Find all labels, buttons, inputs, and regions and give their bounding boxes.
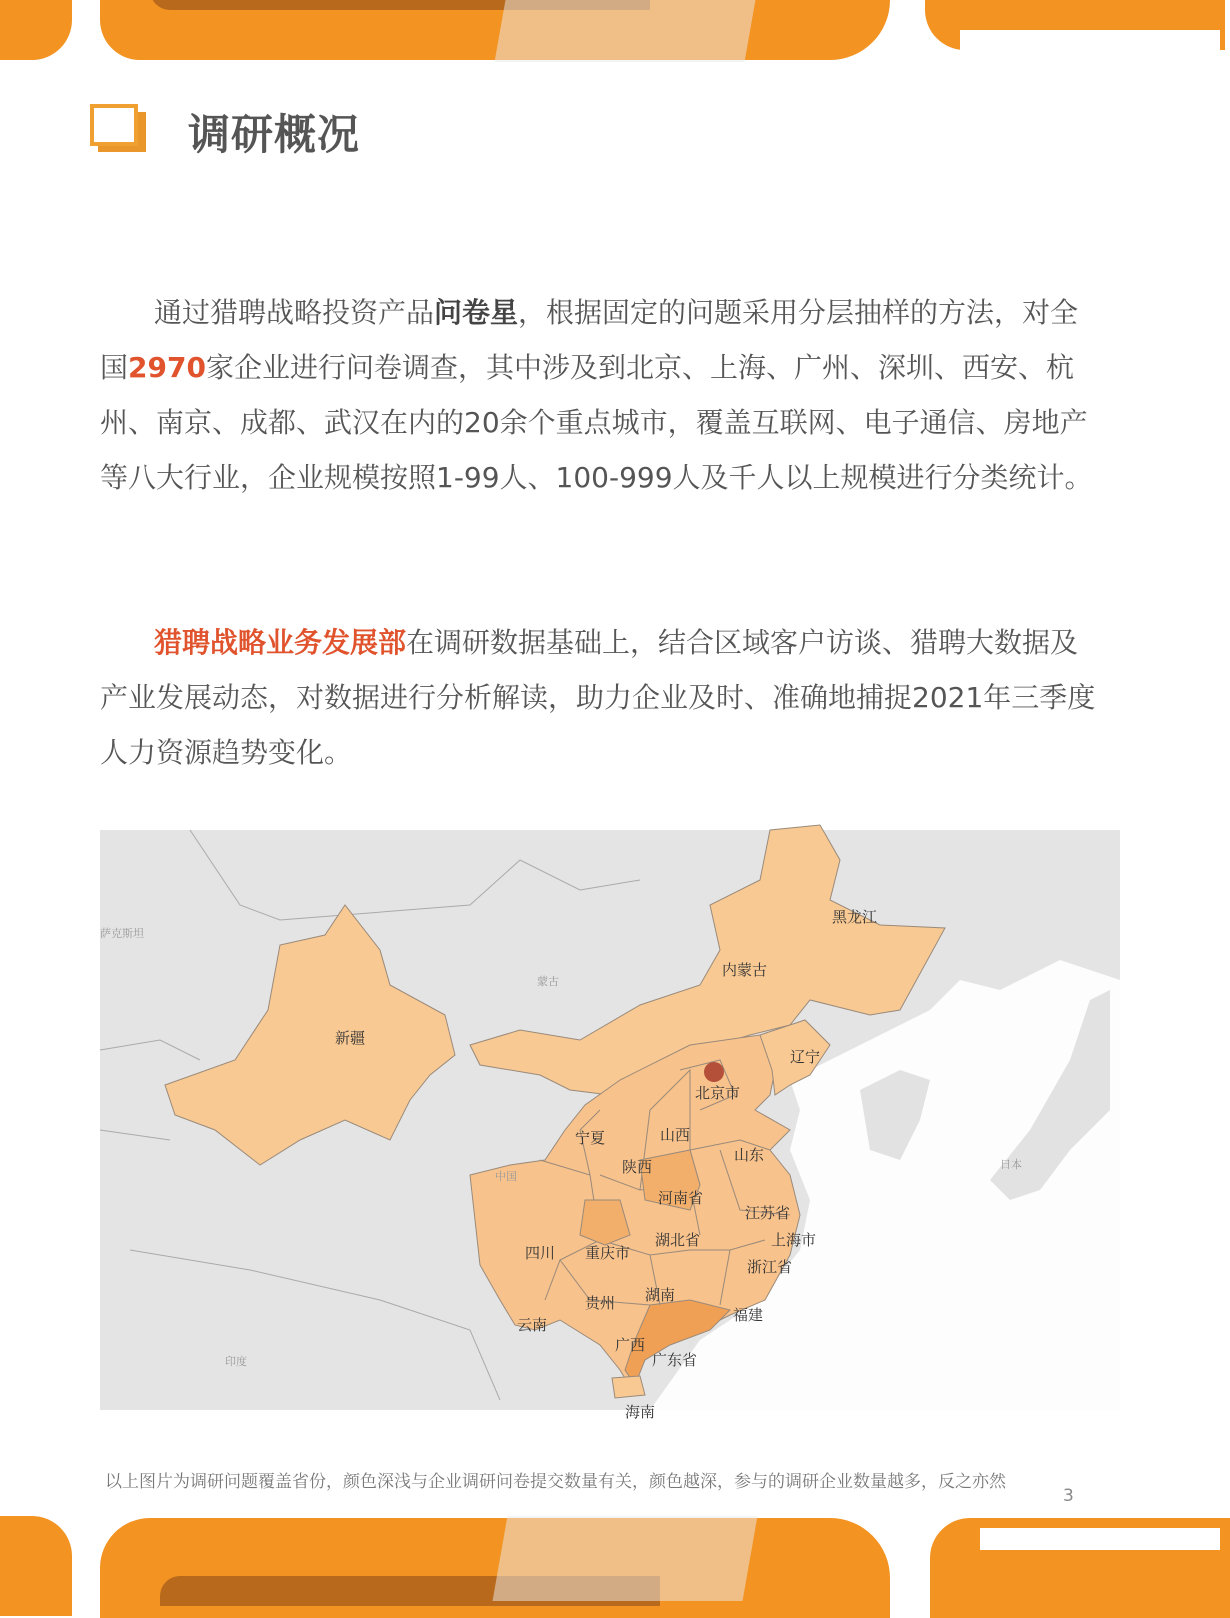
- p2-text: 在调研数据基础上，结合区域客户访谈、猎聘大数据及产业发展动态，对数据进行分析解读，助力企业及时、准确地捕捉2021年三季度人力资源趋势变化。: [100, 626, 1096, 769]
- header-decoration: [0, 0, 1200, 62]
- label-shanxi: 山西: [660, 1126, 691, 1144]
- label-beijing: 北京市: [695, 1084, 741, 1102]
- p2-highlight: 猎聘战略业务发展部: [154, 626, 407, 659]
- page-title: 调研概况: [188, 110, 361, 159]
- label-xinjiang: 新疆: [335, 1029, 366, 1047]
- label-ningxia: 宁夏: [575, 1129, 606, 1147]
- footer-decoration: [0, 1516, 1200, 1601]
- label-india: 印度: [225, 1355, 247, 1368]
- label-shanghai: 上海市: [771, 1231, 817, 1249]
- method-paragraph: [100, 615, 1100, 780]
- label-china: 中国: [495, 1170, 517, 1183]
- label-guizhou: 贵州: [585, 1294, 616, 1312]
- label-liaoning: 辽宁: [790, 1048, 821, 1066]
- p1-text-post: 家企业进行问卷调查，其中涉及到北京、上海、广州、深圳、西安、杭州、南京、成都、武汉在内的20余个重点城市，覆盖互联网、电子通信、房地产等八大行业，企业规模按照1-99人、100-999人及千人以上规模进行分类统计。: [100, 351, 1093, 494]
- label-fujian: 福建: [733, 1306, 764, 1324]
- label-hunan: 湖南: [645, 1286, 676, 1304]
- page-number: 3: [1063, 1486, 1074, 1506]
- label-mongolia: 蒙古: [537, 975, 559, 988]
- label-sichuan: 四川: [525, 1244, 556, 1262]
- label-hubei: 湖北省: [655, 1231, 701, 1249]
- label-hainan: 海南: [625, 1403, 656, 1421]
- label-guangxi: 广西: [615, 1336, 646, 1354]
- label-henan: 河南省: [658, 1189, 704, 1207]
- label-shandong: 山东: [734, 1146, 765, 1164]
- label-heilongjiang: 黑龙江: [832, 908, 878, 926]
- title-square-icon: [90, 104, 146, 152]
- label-jiangsu: 江苏省: [745, 1204, 791, 1222]
- label-japan: 日本: [1000, 1158, 1022, 1171]
- p1-text-pre: 通过猎聘战略投资产品: [154, 296, 435, 329]
- intro-paragraph: [100, 285, 1100, 505]
- province-beijing: [704, 1062, 724, 1082]
- label-shaanxi: 陕西: [622, 1158, 653, 1176]
- label-zhejiang: 浙江省: [747, 1258, 793, 1276]
- company-count: 2970: [128, 351, 206, 384]
- label-chongqing: 重庆市: [585, 1244, 631, 1262]
- province-hainan: [612, 1376, 645, 1398]
- label-yunnan: 云南: [517, 1316, 548, 1334]
- label-guangdong: 广东省: [652, 1351, 698, 1369]
- p1-text-mid: ，根据固定的问题采用分层抽样的方法，对全国: [100, 296, 1079, 384]
- china-coverage-map: [100, 830, 1120, 1421]
- label-kazakhstan: 萨克斯坦: [100, 927, 144, 940]
- map-caption: 以上图片为调研问题覆盖省份，颜色深浅与企业调研问卷提交数量有关，颜色越深，参与的调研企业数量越多，反之亦然: [105, 1472, 1006, 1492]
- p1-highlight: 问卷星: [434, 296, 519, 329]
- label-neimenggu: 内蒙古: [722, 961, 768, 979]
